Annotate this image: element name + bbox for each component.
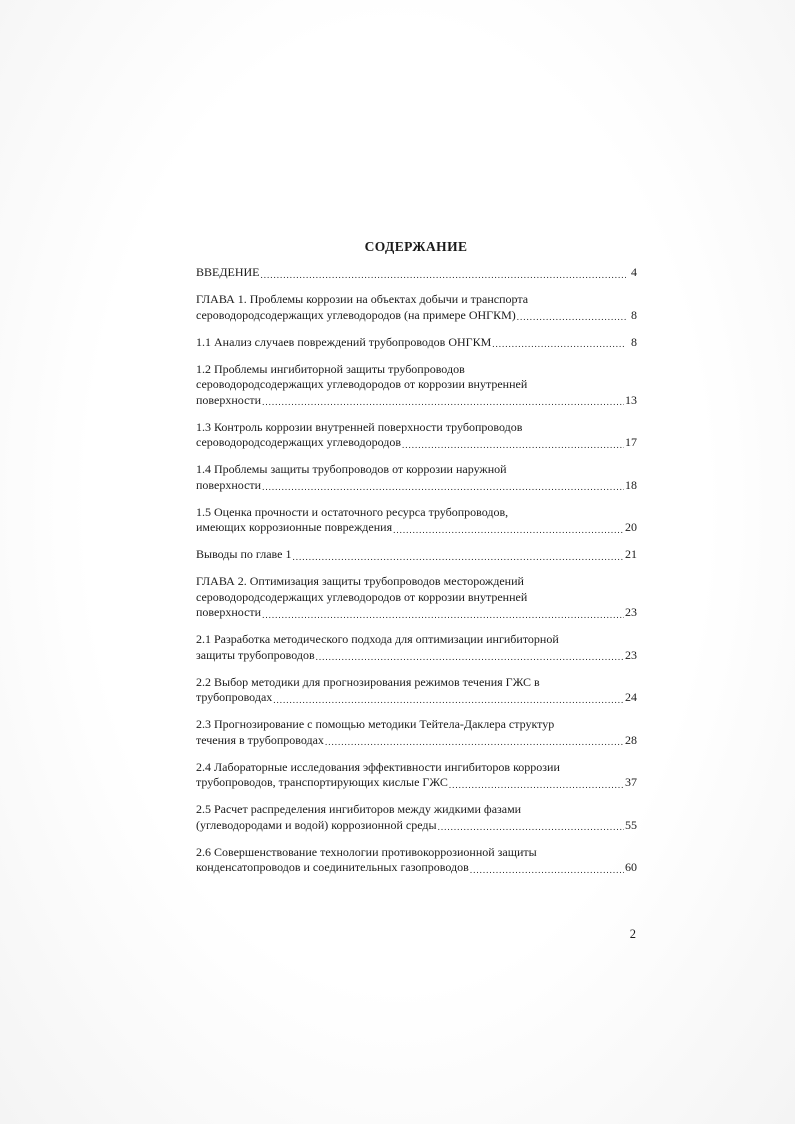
dot-leader bbox=[261, 269, 626, 281]
toc-entry-page: 37 bbox=[625, 775, 637, 789]
toc-entry-page: 23 bbox=[625, 647, 637, 662]
toc-entry-heading: 2.5 Расчет распределения ингибиторов между жидкими фазами bbox=[196, 802, 522, 816]
toc-entry-heading: 1.4 Проблемы защиты трубопроводов от коррозии наружной bbox=[196, 462, 507, 476]
toc-entry-heading: 2.1 Разработка методического подхода для оптимизации ингибиторной bbox=[196, 632, 559, 646]
toc-entry-page: 55 bbox=[625, 817, 637, 832]
dot-leader bbox=[492, 338, 626, 350]
toc-entry-title: трубопроводах bbox=[196, 690, 273, 704]
dot-leader bbox=[393, 524, 624, 536]
toc-entry-title: поверхности bbox=[196, 392, 262, 407]
toc-entry bbox=[196, 632, 637, 663]
toc-entry-title: защиты трубопроводов bbox=[196, 647, 315, 662]
toc-entry-page: 17 bbox=[625, 435, 637, 449]
dot-leader bbox=[438, 821, 624, 833]
toc-entry-line bbox=[196, 648, 637, 664]
toc-entry-line bbox=[196, 860, 637, 876]
dot-leader bbox=[470, 864, 624, 876]
toc-entry bbox=[196, 265, 637, 281]
dot-leader bbox=[262, 609, 624, 621]
dot-leader bbox=[262, 481, 624, 493]
toc-entry-line bbox=[196, 605, 637, 621]
toc-entry-line bbox=[196, 775, 637, 791]
toc-entry-page: 13 bbox=[625, 392, 637, 407]
toc-entry-heading: ГЛАВА 1. Проблемы коррозии на объектах добычи и транспорта bbox=[196, 292, 529, 306]
dot-leader bbox=[402, 439, 624, 451]
toc-entry bbox=[196, 845, 637, 876]
toc-entry bbox=[196, 760, 637, 791]
dot-leader bbox=[262, 396, 624, 408]
toc-entry-title: (углеводородами и водой) коррозионной среды bbox=[196, 817, 437, 832]
toc-entry bbox=[196, 462, 637, 493]
toc-entry-heading: 2.6 Совершенствование технологии противокоррозионной защиты bbox=[196, 844, 537, 859]
page-number: 2 bbox=[629, 927, 636, 941]
toc-entry-title: поверхности bbox=[196, 477, 262, 492]
toc-entry bbox=[196, 574, 637, 621]
toc-entry-line bbox=[196, 435, 637, 451]
dot-leader bbox=[273, 694, 624, 706]
toc-entry bbox=[196, 505, 637, 536]
table-of-contents bbox=[196, 265, 637, 887]
toc-entry-title: трубопроводов, транспортирующих кислые ГЖС bbox=[196, 775, 448, 789]
dot-leader bbox=[325, 736, 624, 748]
toc-entry-title: Выводы по главе 1 bbox=[196, 547, 292, 561]
toc-entry-line bbox=[196, 308, 637, 324]
toc-entry-line bbox=[196, 335, 637, 351]
toc-entry-page: 28 bbox=[625, 732, 637, 747]
toc-entry-page: 18 bbox=[625, 477, 637, 492]
toc-entry-page: 23 bbox=[625, 605, 637, 619]
toc-entry-page: 20 bbox=[625, 520, 637, 534]
toc-entry-page: 21 bbox=[625, 547, 637, 561]
toc-entry-title: поверхности bbox=[196, 605, 262, 619]
toc-entry-line bbox=[196, 547, 637, 563]
toc-entry-heading: ГЛАВА 2. Оптимизация защиты трубопроводов месторождений сероводородсодержащих углеводородов от коррозии внутренней bbox=[196, 574, 528, 604]
toc-entry-line bbox=[196, 733, 637, 749]
toc-entry bbox=[196, 335, 637, 351]
toc-entry bbox=[196, 717, 637, 748]
toc-entry-heading: 1.3 Контроль коррозии внутренней поверхности трубопроводов bbox=[196, 419, 523, 434]
toc-entry-line bbox=[196, 818, 637, 834]
dot-leader bbox=[292, 551, 624, 563]
toc-entry-heading: 2.3 Прогнозирование с помощью методики Тейтела-Даклера структур bbox=[196, 717, 555, 731]
toc-entry-line bbox=[196, 520, 637, 536]
toc-entry-page: 24 bbox=[625, 690, 637, 704]
toc-entry-page: 60 bbox=[625, 860, 637, 874]
toc-entry-line bbox=[196, 265, 637, 281]
toc-entry bbox=[196, 675, 637, 706]
toc-entry-title: 1.1 Анализ случаев повреждений трубопроводов ОНГКМ bbox=[196, 334, 492, 349]
toc-entry-line bbox=[196, 393, 637, 409]
toc-entry-title: сероводородсодержащих углеводородов (на примере ОНГКМ) bbox=[196, 307, 516, 322]
toc-entry-heading: 2.2 Выбор методики для прогнозирования режимов течения ГЖС в bbox=[196, 674, 540, 689]
toc-entry bbox=[196, 802, 637, 833]
toc-entry-page: 8 bbox=[631, 334, 637, 349]
dot-leader bbox=[449, 779, 624, 791]
toc-entry-title: конденсатопроводов и соединительных газопроводов bbox=[196, 860, 469, 874]
toc-entry bbox=[196, 362, 637, 409]
dot-leader bbox=[316, 651, 624, 663]
toc-entry-title: ВВЕДЕНИЕ bbox=[196, 265, 260, 279]
toc-entry bbox=[196, 547, 637, 563]
toc-entry-heading: 1.2 Проблемы ингибиторной защиты трубопроводов сероводородсодержащих углеводородов от коррозии внутренней bbox=[196, 361, 528, 391]
page-title: СОДЕРЖАНИЕ bbox=[364, 239, 468, 254]
toc-entry-heading: 2.4 Лабораторные исследования эффективности ингибиторов коррозии bbox=[196, 759, 560, 774]
toc-entry-line bbox=[196, 478, 637, 494]
toc-entry-page: 8 bbox=[631, 307, 637, 322]
toc-entry-title: течения в трубопроводах bbox=[196, 732, 324, 747]
toc-entry-title: сероводородсодержащих углеводородов bbox=[196, 435, 401, 449]
toc-entry-heading: 1.5 Оценка прочности и остаточного ресурса трубопроводов, bbox=[196, 504, 509, 519]
dot-leader bbox=[517, 311, 626, 323]
toc-entry bbox=[196, 420, 637, 451]
toc-entry bbox=[196, 292, 637, 323]
toc-entry-page: 4 bbox=[631, 265, 637, 279]
toc-entry-title: имеющих коррозионные повреждения bbox=[196, 520, 393, 534]
toc-entry-line bbox=[196, 690, 637, 706]
